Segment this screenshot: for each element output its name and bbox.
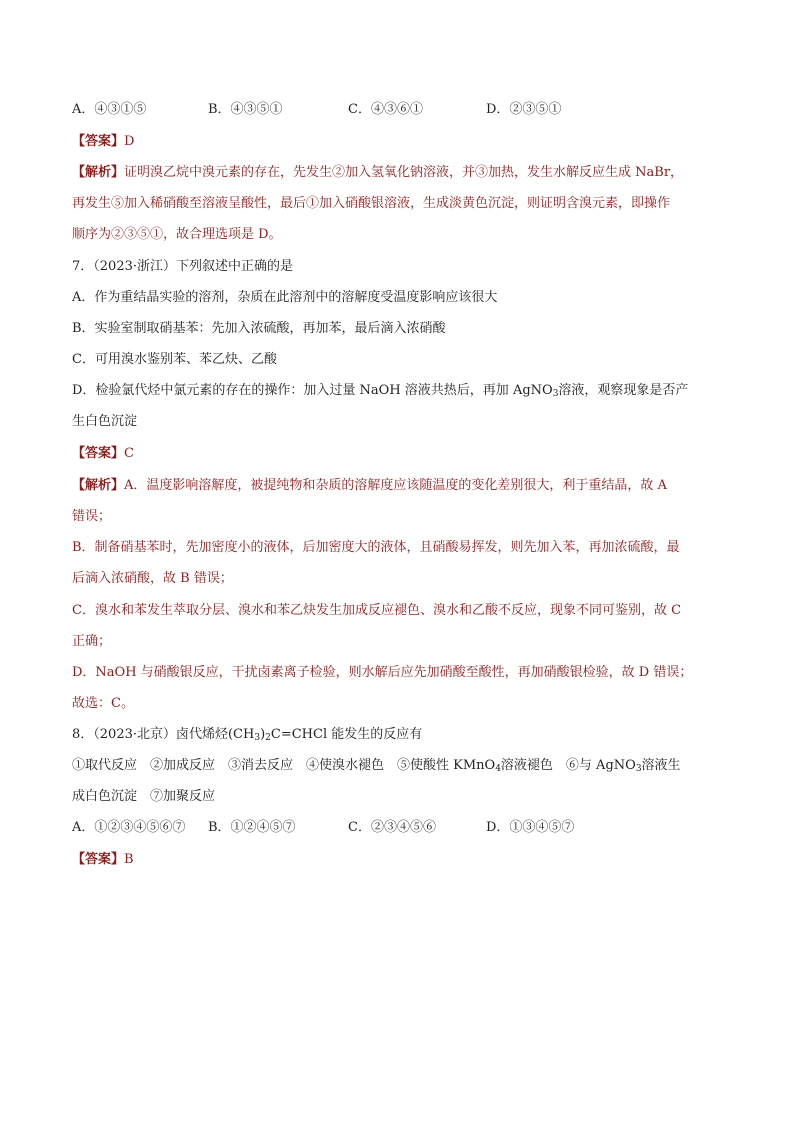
option-text: D．检验氯代烃中氯元素的存在的操作：加入过量 NaOH 溶液共热后，再加 AgNO <box>72 383 553 398</box>
items-text: 溶液褪色 ⑥与 AgNO <box>500 758 636 773</box>
q7-option-c: C．可用溴水鉴别苯、苯乙炔、乙酸 <box>72 352 277 367</box>
analysis-label: 【解析】 <box>72 165 125 180</box>
subscript: 4 <box>495 764 501 774</box>
q7-stem: 7．（2023·浙江）下列叙述中正确的是 <box>72 259 293 274</box>
analysis-label: 【解析】 <box>72 478 125 493</box>
q6-option-c: C．④③⑥① <box>348 102 423 117</box>
q7-analysis-line: 错误； <box>72 509 112 524</box>
answer-label: 【答案】 <box>72 446 125 461</box>
q7-analysis-line <box>72 476 732 496</box>
analysis-text: 证明溴乙烷中溴元素的存在，先发生②加入氢氧化钠溶液，并③加热，发生水解反应生成 NaBr， <box>124 165 684 180</box>
q6-options <box>72 100 732 120</box>
q6-answer <box>72 132 732 152</box>
answer-value: C <box>124 446 134 461</box>
q7-option-d <box>72 381 732 404</box>
q7-analysis-line: 正确； <box>72 634 112 649</box>
analysis-text: A．温度影响溶解度，被提纯物和杂质的溶解度应该随温度的变化差别很大，利于重结晶，故 A <box>124 478 667 493</box>
q7-option-b: B．实验室制取硝基苯：先加入浓硫酸，再加苯，最后滴入浓硝酸 <box>72 321 446 336</box>
q7-analysis-line: 故选：C。 <box>72 696 134 711</box>
option-text: 溶液，观察现象是否产 <box>558 383 689 398</box>
q8-stem <box>72 725 732 748</box>
q8-options <box>72 818 732 838</box>
q7-analysis-line: 后滴入浓硝酸，故 B 错误； <box>72 571 233 586</box>
q8-option-d: D．①③④⑤⑦ <box>486 820 575 835</box>
q8-option-a: A．①②③④⑤⑥⑦ <box>72 820 186 835</box>
items-text: ①取代反应 ②加成反应 ③消去反应 ④使溴水褪色 ⑤使酸性 KMnO <box>72 758 496 773</box>
q6-analysis-line: 顺序为②③⑤①，故合理选项是 D。 <box>72 227 282 242</box>
q7-analysis-line: C．溴水和苯发生萃取分层、溴水和苯乙炔发生加成反应褪色、溴水和乙酸不反应，现象不同可鉴别，故 C <box>72 603 682 618</box>
q6-analysis-line <box>72 163 732 183</box>
q6-option-b: B．④③⑤① <box>208 102 283 117</box>
answer-label: 【答案】 <box>72 134 125 149</box>
q7-analysis-line: D．NaOH 与硝酸银反应，干扰卤素离子检验，则水解后应先加硝酸至酸性，再加硝酸银检验，故 D 错误； <box>72 665 693 680</box>
answer-label: 【答案】 <box>72 852 125 867</box>
q7-answer <box>72 444 732 464</box>
stem-text: 8．（2023·北京）卤代烯烃(CH <box>72 727 255 742</box>
stem-text: ) <box>260 727 266 742</box>
q7-option-a: A．作为重结晶实验的溶剂，杂质在此溶剂中的溶解度受温度影响应该很大 <box>72 290 498 305</box>
subscript: 2 <box>265 733 271 743</box>
items-text: 溶液生 <box>641 758 681 773</box>
q6-analysis-line: 再发生⑤加入稀硝酸至溶液呈酸性，最后①加入硝酸银溶液，生成淡黄色沉淀，则证明含溴元素，即操作 <box>72 196 671 211</box>
q8-option-c: C．②③④⑤⑥ <box>348 820 436 835</box>
answer-value: B <box>124 852 134 867</box>
subscript: 3 <box>254 733 261 743</box>
q7-analysis-line: B．制备硝基苯时，先加密度小的液体，后加密度大的液体，且硝酸易挥发，则先加入苯，再加浓硫酸，最 <box>72 540 680 555</box>
q8-answer <box>72 850 732 870</box>
q6-option-a: A．④③①⑤ <box>72 102 147 117</box>
q7-option-d-cont: 生白色沉淀 <box>72 414 138 429</box>
q8-items <box>72 756 732 779</box>
answer-value: D <box>124 134 135 149</box>
q6-option-d: D．②③⑤① <box>486 102 562 117</box>
subscript: 3 <box>635 764 642 774</box>
stem-text: C=CHCl 能发生的反应有 <box>270 727 423 742</box>
q8-option-b: B．①②④⑤⑦ <box>208 820 296 835</box>
q8-items-cont: 成白色沉淀 ⑦加聚反应 <box>72 789 216 804</box>
subscript: 3 <box>552 389 559 399</box>
